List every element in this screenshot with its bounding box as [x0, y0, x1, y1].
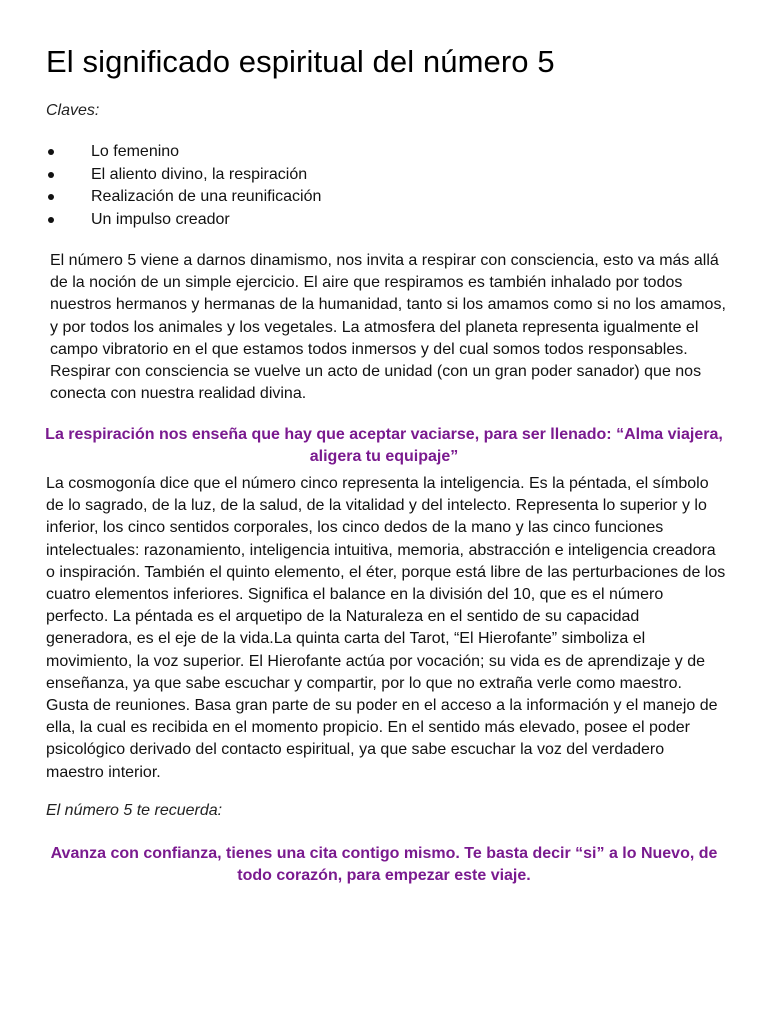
- reminder-label: El número 5 te recuerda:: [46, 802, 223, 819]
- intro-paragraph: El número 5 viene a darnos dinamismo, nos invita a respirar con consciencia, esto va más allá de la noción de un simple ejercicio. El aire que respiramos es también inhalado por todos nuestros hermanos y hermanas de la humanidad, tanto si los amamos como si no los amamos, y por todos los animales y los vegetales. La atmosfera del planeta representa igualmente el campo vibratorio en el que estamos todos inmersos y del cual somos todos responsables. Respirar con consciencia se vuelve un acto de unidad (con un gran poder sanador) que nos conecta con nuestra realidad divina.: [50, 252, 726, 403]
- list-item-text: Lo femenino: [91, 143, 180, 160]
- bullet-dot-icon: [48, 194, 54, 200]
- cosmogony-paragraph: La cosmogonía dice que el número cinco representa la inteligencia. Es la péntada, el símbolo de lo sagrado, de la luz, de la salud, de la vitalidad y del intelecto. Representa lo superior y lo inferior, los cinco sentidos corporales, los cinco dedos de la mano y las cinco funciones intelectuales: razonamiento, inteligencia intuitiva, memoria, abstracción e inteligencia creadora o inspiración. También el quinto elemento, el éter, porque está libre de las perturbaciones de los cuatro elementos inferiores. Significa el balance en la división del 10, que es el número perfecto. La péntada es el arquetipo de la Naturaleza en el sentido de su capacidad generadora, es el eje de la vida.La quinta carta del Tarot, “El Hierofante” simboliza el movimiento, la voz superior. El Hierofante actúa por vocación; su vida es de aprendizaje y de enseñanza, ya que sabe escuchar y compartir, por lo que no extraña verle como maestro. Gusta de reuniones. Basa gran parte de su poder en el acceso a la información y el manejo de ella, la cual es recibida en el momento propicio. En el sentido más elevado, posee el poder psicológico derivado del contacto espiritual, ya que sabe escuchar la voz del verdadero maestro interior.: [46, 475, 726, 781]
- claves-label: Claves:: [46, 102, 100, 119]
- list-item-text: El aliento divino, la respiración: [91, 165, 308, 183]
- list-item-text: Un impulso creador: [91, 210, 230, 228]
- bullet-dot-icon: [48, 149, 54, 155]
- key-list: [46, 141, 646, 231]
- highlight-quote-closing: Avanza con confianza, tienes una cita contigo mismo. Te basta decir “si” a lo Nuevo, de todo corazón, para empezar este viaje.: [50, 845, 718, 884]
- page-title: El significado espiritual del número 5: [46, 44, 555, 79]
- list-item: [46, 141, 646, 164]
- list-item: [46, 164, 646, 187]
- list-item-text: Realización de una reunificación: [91, 188, 322, 205]
- list-item: [46, 186, 646, 209]
- highlight-quote-breathing: La respiración nos enseña que hay que aceptar vaciarse, para ser llenado: “Alma viajera, aligera tu equipaje”: [45, 426, 723, 465]
- list-item: [46, 209, 646, 232]
- bullet-dot-icon: [48, 172, 54, 178]
- bullet-dot-icon: [48, 217, 54, 223]
